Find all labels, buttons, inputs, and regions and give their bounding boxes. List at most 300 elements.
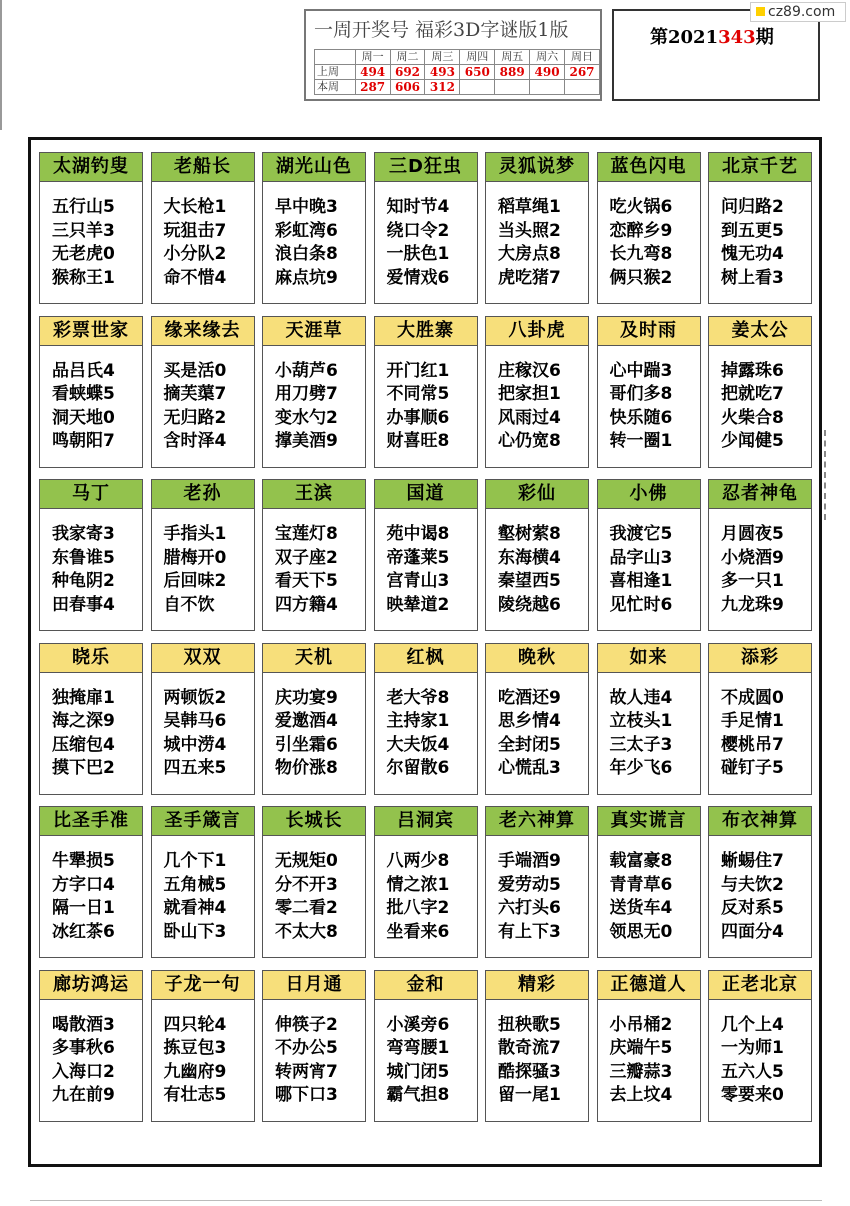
- day-header: 周一: [355, 50, 390, 65]
- riddle-line: 少闻健5: [721, 431, 784, 451]
- riddle-line: 转一圈1: [609, 431, 673, 451]
- card-body: [374, 509, 478, 631]
- riddle-line: 愧无功4: [721, 244, 784, 264]
- riddle-line: 引坐霜6: [275, 734, 338, 755]
- card-body: [708, 346, 812, 468]
- puzzle-card: [708, 316, 812, 468]
- card-body: [374, 1000, 478, 1122]
- issue-suffix: 期: [755, 27, 774, 48]
- puzzle-card: [485, 643, 589, 795]
- puzzle-card: [39, 806, 143, 958]
- card-author-title: 八卦虎: [485, 316, 589, 346]
- card-body: [39, 673, 143, 795]
- issue-panel: [612, 9, 820, 101]
- riddle-line: 坐看来6: [386, 921, 450, 942]
- card-author-title: 缘来缘去: [151, 316, 255, 346]
- card-body: [39, 1000, 143, 1122]
- riddle-line: 九龙珠9: [721, 594, 784, 615]
- riddle-line: 扭秧歌5: [498, 1014, 561, 1035]
- card-author-title: 廊坊鸿运: [39, 970, 143, 1000]
- card-body: [39, 346, 143, 468]
- riddle-line: 方字口4: [52, 874, 115, 895]
- draw-number: 692: [390, 65, 425, 80]
- riddle-line: 伸筷子2: [275, 1014, 338, 1035]
- card-author-title: 日月通: [262, 970, 366, 1000]
- card-body: [151, 182, 255, 304]
- riddle-line: 隔一日1: [52, 898, 115, 918]
- this-week-row: [315, 80, 600, 95]
- riddle-line: 腊梅开0: [163, 547, 227, 568]
- day-header: 周二: [390, 50, 425, 65]
- margin-mark: [824, 430, 828, 520]
- riddle-line: 小烧酒9: [721, 547, 784, 568]
- draw-number: 490: [530, 65, 565, 80]
- card-body: [374, 346, 478, 468]
- day-header: 周日: [565, 50, 600, 65]
- logo-square-icon: [756, 7, 765, 16]
- card-body: [485, 346, 589, 468]
- panel-title: 一周开奖号 福彩3D字谜版1版: [314, 19, 569, 41]
- riddle-line: 庆功宴9: [275, 687, 338, 708]
- card-author-title: 吕洞宾: [374, 806, 478, 836]
- riddle-line: 转两宵7: [275, 1061, 338, 1082]
- riddle-line: 一肤色1: [386, 244, 450, 264]
- riddle-line: 含时泽4: [163, 431, 227, 451]
- riddle-line: 撑美酒9: [275, 431, 338, 451]
- riddle-line: 见忙时6: [609, 594, 673, 615]
- card-author-title: 王滨: [262, 479, 366, 509]
- puzzle-frame: [28, 137, 822, 1167]
- card-body: [485, 836, 589, 958]
- riddle-line: 两顿饭2: [163, 687, 227, 708]
- puzzle-card: [151, 806, 255, 958]
- riddle-line: 爱情戏6: [386, 267, 450, 288]
- riddle-line: 六打头6: [498, 898, 561, 918]
- riddle-line: 八两少8: [386, 851, 450, 871]
- riddle-line: 摘芙蕖7: [163, 384, 227, 404]
- riddle-line: 知时节4: [386, 197, 450, 217]
- riddle-line: 青青草6: [609, 874, 673, 895]
- riddle-line: 麻点坑9: [275, 267, 338, 288]
- riddle-line: 樱桃吊7: [721, 734, 784, 755]
- riddle-line: 到五更5: [721, 220, 784, 241]
- card-body: [597, 673, 701, 795]
- card-body: [374, 182, 478, 304]
- riddle-line: 用刀劈7: [275, 384, 338, 404]
- puzzle-card: [597, 316, 701, 468]
- riddle-line: 碰钉子5: [721, 758, 784, 778]
- card-body: [708, 1000, 812, 1122]
- riddle-line: 心慌乱3: [498, 758, 561, 778]
- row-label: 本周: [315, 80, 356, 95]
- puzzle-card: [485, 479, 589, 631]
- riddle-line: 心中踹3: [609, 360, 673, 381]
- riddle-line: 情之浓1: [386, 874, 450, 895]
- row-label: 上周: [315, 65, 356, 80]
- riddle-line: 恋醉乡9: [609, 220, 673, 241]
- riddle-line: 喜相逢1: [609, 571, 673, 591]
- riddle-line: 鸣朝阳7: [52, 431, 115, 451]
- riddle-line: 物价涨8: [275, 758, 338, 778]
- puzzle-card: [485, 152, 589, 304]
- card-body: [151, 1000, 255, 1122]
- riddle-line: 城中涝4: [163, 734, 227, 755]
- draw-number: 493: [425, 65, 460, 80]
- riddle-line: 浪白条8: [275, 244, 338, 264]
- riddle-line: 压缩包4: [52, 734, 115, 755]
- card-body: [262, 673, 366, 795]
- card-body: [485, 673, 589, 795]
- riddle-line: 弯弯腰1: [386, 1038, 450, 1058]
- card-body: [597, 836, 701, 958]
- riddle-line: 映辇道2: [386, 594, 450, 615]
- riddle-line: 把家担1: [498, 384, 561, 404]
- riddle-line: 酷探骚3: [498, 1061, 561, 1082]
- riddle-line: 分不开3: [275, 874, 338, 895]
- riddle-line: 火柴合8: [721, 407, 784, 428]
- puzzle-card: [597, 643, 701, 795]
- riddle-line: 手足情1: [721, 711, 784, 731]
- riddle-line: 霸气担8: [386, 1085, 450, 1105]
- riddle-line: 立枝头1: [609, 711, 673, 731]
- card-body: [262, 1000, 366, 1122]
- riddle-line: 手指头1: [163, 524, 227, 544]
- card-author-title: 彩票世家: [39, 316, 143, 346]
- card-body: [39, 182, 143, 304]
- puzzle-card: [39, 316, 143, 468]
- card-author-title: 马丁: [39, 479, 143, 509]
- card-author-title: 圣手箴言: [151, 806, 255, 836]
- puzzle-card: [708, 643, 812, 795]
- riddle-line: 全封闭5: [498, 734, 561, 755]
- puzzle-card: [262, 152, 366, 304]
- riddle-line: 小溪旁6: [386, 1014, 450, 1035]
- card-author-title: 国道: [374, 479, 478, 509]
- riddle-line: 陵绕越6: [498, 594, 561, 615]
- riddle-line: 多事秋6: [52, 1038, 115, 1058]
- day-header: 周六: [530, 50, 565, 65]
- riddle-line: 彩虹湾6: [275, 220, 338, 241]
- riddle-line: 五角械5: [163, 874, 227, 895]
- riddle-line: 树上看3: [721, 267, 784, 288]
- card-author-title: 小佛: [597, 479, 701, 509]
- riddle-line: 后回味2: [163, 571, 227, 591]
- riddle-line: 办事顺6: [386, 407, 450, 428]
- riddle-line: 不太大8: [275, 921, 338, 942]
- riddle-line: 留一尾1: [498, 1085, 561, 1105]
- riddle-line: 宫青山3: [386, 571, 450, 591]
- puzzle-grid: [39, 152, 812, 1122]
- riddle-line: 东鲁谁5: [52, 547, 115, 568]
- issue-value: 343: [718, 27, 756, 48]
- last-week-row: [315, 65, 600, 80]
- riddle-line: 早中晚3: [275, 197, 338, 217]
- card-author-title: 晚秋: [485, 643, 589, 673]
- riddle-line: 一为师1: [721, 1038, 784, 1058]
- riddle-line: 洞天地0: [52, 407, 115, 428]
- riddle-line: 大长枪1: [163, 197, 227, 217]
- riddle-line: 送货车4: [609, 898, 673, 918]
- puzzle-card: [597, 152, 701, 304]
- card-author-title: 双双: [151, 643, 255, 673]
- card-author-title: 彩仙: [485, 479, 589, 509]
- card-author-title: 天涯草: [262, 316, 366, 346]
- draw-number: 494: [355, 65, 390, 80]
- riddle-line: 把就吃7: [721, 384, 784, 404]
- card-author-title: 天机: [262, 643, 366, 673]
- riddle-line: 命不惜4: [163, 267, 227, 288]
- puzzle-card: [485, 806, 589, 958]
- puzzle-card: [485, 316, 589, 468]
- riddle-line: 有上下3: [498, 921, 561, 942]
- card-author-title: 北京千艺: [708, 152, 812, 182]
- riddle-line: 当头照2: [498, 220, 561, 241]
- riddle-line: 卧山下3: [163, 921, 227, 942]
- riddle-line: 入海口2: [52, 1061, 115, 1082]
- card-author-title: 三D狂虫: [374, 152, 478, 182]
- riddle-line: 几个下1: [163, 851, 227, 871]
- card-author-title: 红枫: [374, 643, 478, 673]
- riddle-line: 就看神4: [163, 898, 227, 918]
- puzzle-card: [151, 316, 255, 468]
- puzzle-card: [151, 970, 255, 1122]
- riddle-line: 故人违4: [609, 687, 673, 708]
- riddle-line: 年少飞6: [609, 758, 673, 778]
- riddle-line: 尔留散6: [386, 758, 450, 778]
- riddle-line: 冰红茶6: [52, 921, 115, 942]
- page-edge-mark: [0, 0, 2, 130]
- riddle-line: 领思无0: [609, 921, 673, 942]
- riddle-line: 四方籍4: [275, 594, 338, 615]
- card-body: [151, 836, 255, 958]
- card-body: [151, 509, 255, 631]
- card-author-title: 长城长: [262, 806, 366, 836]
- riddle-line: 思乡情4: [498, 711, 561, 731]
- riddle-line: 多一只1: [721, 571, 784, 591]
- card-body: [485, 1000, 589, 1122]
- riddle-line: 绕口令2: [386, 220, 450, 241]
- card-author-title: 蓝色闪电: [597, 152, 701, 182]
- puzzle-card: [262, 970, 366, 1122]
- day-header: 周四: [460, 50, 495, 65]
- card-author-title: 正德道人: [597, 970, 701, 1000]
- riddle-line: 去上坟4: [609, 1085, 673, 1105]
- riddle-line: 玩狙击7: [163, 220, 227, 241]
- riddle-line: 城门闭5: [386, 1061, 450, 1082]
- riddle-line: 摸下巴2: [52, 758, 115, 778]
- puzzle-card: [39, 152, 143, 304]
- card-body: [708, 673, 812, 795]
- riddle-line: 快乐随6: [609, 407, 673, 428]
- card-body: [151, 673, 255, 795]
- riddle-line: 苑中谒8: [386, 524, 450, 544]
- riddle-line: 三只羊3: [52, 220, 115, 241]
- weekly-draw-panel: [304, 9, 602, 101]
- riddle-line: 老大爷8: [386, 687, 450, 708]
- riddle-line: 看天下5: [275, 571, 338, 591]
- riddle-line: 双子座2: [275, 547, 338, 568]
- riddle-line: 大夫饭4: [386, 734, 450, 755]
- riddle-line: 财喜旺8: [386, 431, 450, 451]
- card-body: [262, 509, 366, 631]
- riddle-line: 帝蓬莱5: [386, 547, 450, 568]
- corner-cell: [315, 50, 356, 65]
- card-author-title: 子龙一句: [151, 970, 255, 1000]
- puzzle-card: [374, 479, 478, 631]
- card-body: [39, 509, 143, 631]
- riddle-line: 喝散酒3: [52, 1014, 115, 1035]
- card-author-title: 正老北京: [708, 970, 812, 1000]
- puzzle-card: [374, 643, 478, 795]
- puzzle-card: [597, 970, 701, 1122]
- card-body: [708, 182, 812, 304]
- draw-number: 287: [355, 80, 390, 95]
- riddle-line: 壑树萦8: [498, 524, 561, 544]
- riddle-line: 吃火锅6: [609, 197, 673, 217]
- riddle-line: 田春事4: [52, 594, 115, 615]
- card-body: [262, 346, 366, 468]
- puzzle-card: [39, 643, 143, 795]
- puzzle-card: [151, 479, 255, 631]
- riddle-line: 有壮志5: [163, 1085, 227, 1105]
- riddle-line: 主持家1: [386, 711, 450, 731]
- puzzle-card: [708, 970, 812, 1122]
- riddle-line: 大房点8: [498, 244, 561, 264]
- draw-number: 606: [390, 80, 425, 95]
- riddle-line: 不成圆0: [721, 687, 784, 708]
- riddle-line: 种龟阴2: [52, 571, 115, 591]
- riddle-line: 牛犟损5: [52, 851, 115, 871]
- puzzle-card: [374, 970, 478, 1122]
- card-author-title: 灵狐说梦: [485, 152, 589, 182]
- card-body: [708, 836, 812, 958]
- riddle-line: 无归路2: [163, 407, 227, 428]
- card-author-title: 老六神算: [485, 806, 589, 836]
- riddle-line: 四只轮4: [163, 1014, 227, 1035]
- riddle-line: 九在前9: [52, 1085, 115, 1105]
- card-author-title: 老孙: [151, 479, 255, 509]
- riddle-line: 几个上4: [721, 1014, 784, 1035]
- card-author-title: 大胜寨: [374, 316, 478, 346]
- card-body: [39, 836, 143, 958]
- riddle-line: 我家寄3: [52, 524, 115, 544]
- riddle-line: 三太子3: [609, 734, 673, 755]
- riddle-line: 买是活0: [163, 360, 227, 381]
- site-logo[interactable]: [750, 2, 846, 22]
- issue-number: [650, 23, 774, 49]
- card-body: [597, 346, 701, 468]
- riddle-line: 风雨过4: [498, 407, 561, 428]
- riddle-line: 反对系5: [721, 898, 784, 918]
- puzzle-card: [151, 152, 255, 304]
- riddle-line: 自不饮: [163, 594, 215, 615]
- riddle-line: 九幽府9: [163, 1061, 227, 1082]
- riddle-line: 哥们多8: [609, 384, 673, 404]
- riddle-line: 月圆夜5: [721, 524, 784, 544]
- riddle-line: 零要来0: [721, 1085, 784, 1105]
- riddle-line: 批八字2: [386, 898, 450, 918]
- riddle-line: 东海横4: [498, 547, 561, 568]
- riddle-line: 小吊桶2: [609, 1014, 673, 1035]
- issue-prefix: 第2021: [650, 27, 719, 48]
- weekly-draw-table: [314, 49, 600, 95]
- riddle-line: 五六人5: [721, 1061, 784, 1082]
- card-body: [262, 182, 366, 304]
- puzzle-card: [485, 970, 589, 1122]
- riddle-line: 虎吃猪7: [498, 267, 561, 288]
- riddle-line: 拣豆包3: [163, 1038, 227, 1058]
- logo-text: cz89.com: [768, 4, 836, 20]
- riddle-line: 三瓣蒜3: [609, 1061, 673, 1082]
- card-author-title: 布衣神算: [708, 806, 812, 836]
- riddle-line: 我渡它5: [609, 524, 673, 544]
- riddle-line: 品吕氏4: [52, 360, 115, 381]
- riddle-line: 与夫饮2: [721, 874, 784, 895]
- riddle-line: 品字山3: [609, 547, 673, 568]
- card-body: [485, 182, 589, 304]
- card-body: [374, 673, 478, 795]
- riddle-line: 宝莲灯8: [275, 524, 338, 544]
- riddle-line: 变水勺2: [275, 407, 338, 428]
- day-header: 周五: [495, 50, 530, 65]
- puzzle-card: [262, 479, 366, 631]
- card-body: [597, 1000, 701, 1122]
- riddle-line: 庄稼汉6: [498, 360, 561, 381]
- riddle-line: 问归路2: [721, 197, 784, 217]
- puzzle-card: [597, 479, 701, 631]
- card-body: [151, 346, 255, 468]
- riddle-line: 五行山5: [52, 197, 115, 217]
- card-author-title: 忍者神龟: [708, 479, 812, 509]
- riddle-line: 稻草绳1: [498, 197, 561, 217]
- card-author-title: 湖光山色: [262, 152, 366, 182]
- card-author-title: 如来: [597, 643, 701, 673]
- riddle-line: 散奇流7: [498, 1038, 561, 1058]
- draw-number: [495, 80, 530, 95]
- day-header: 周三: [425, 50, 460, 65]
- card-body: [374, 836, 478, 958]
- riddle-line: 载富豪8: [609, 851, 673, 871]
- bottom-rule: [30, 1200, 822, 1201]
- riddle-line: 长九弯8: [609, 244, 673, 264]
- puzzle-card: [374, 806, 478, 958]
- riddle-line: 不办公5: [275, 1038, 338, 1058]
- card-author-title: 真实谎言: [597, 806, 701, 836]
- card-author-title: 及时雨: [597, 316, 701, 346]
- card-author-title: 金和: [374, 970, 478, 1000]
- card-author-title: 太湖钓叟: [39, 152, 143, 182]
- riddle-line: 小分队2: [163, 244, 227, 264]
- riddle-line: 无规矩0: [275, 851, 338, 871]
- riddle-line: 爱邀酒4: [275, 711, 338, 731]
- puzzle-card: [597, 806, 701, 958]
- draw-number: [565, 80, 600, 95]
- card-body: [485, 509, 589, 631]
- riddle-line: 俩只猴2: [609, 267, 673, 288]
- riddle-line: 四面分4: [721, 921, 784, 942]
- riddle-line: 海之深9: [52, 711, 115, 731]
- card-body: [597, 509, 701, 631]
- card-author-title: 晓乐: [39, 643, 143, 673]
- riddle-line: 看蛱蝶5: [52, 384, 115, 404]
- puzzle-card: [262, 806, 366, 958]
- puzzle-card: [262, 316, 366, 468]
- riddle-line: 蜥蜴住7: [721, 851, 784, 871]
- riddle-line: 掉露珠6: [721, 360, 784, 381]
- draw-number: [530, 80, 565, 95]
- puzzle-card: [708, 479, 812, 631]
- day-header-row: [315, 50, 600, 65]
